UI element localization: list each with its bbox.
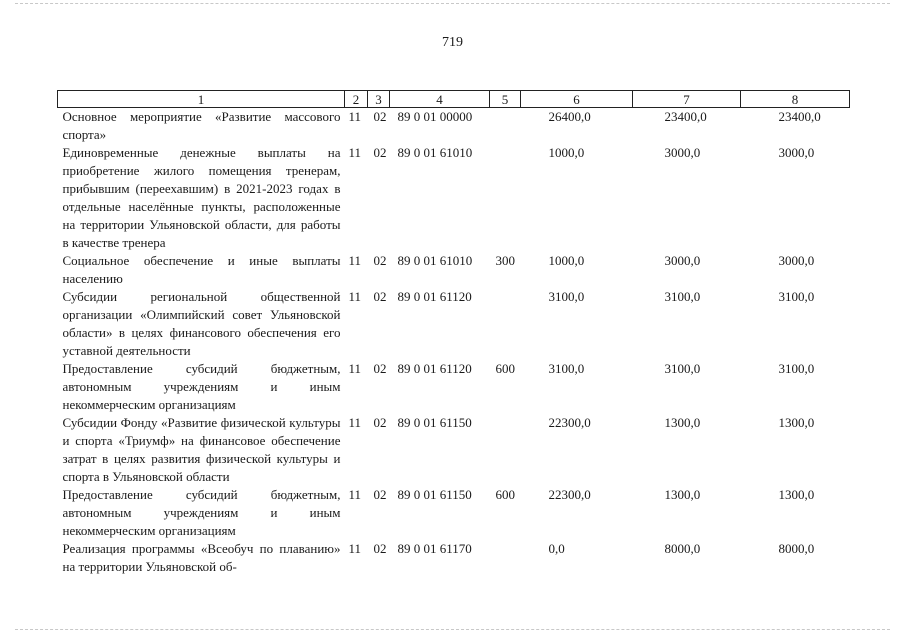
row-value-col8: 1300,0 bbox=[778, 487, 815, 502]
header-col-5: 5 bbox=[490, 91, 521, 108]
row-subsection: 02 bbox=[373, 253, 387, 268]
row-subsection: 02 bbox=[373, 289, 387, 304]
table-row bbox=[58, 486, 850, 540]
table-row bbox=[58, 360, 850, 414]
row-value-col8: 1300,0 bbox=[778, 415, 815, 430]
row-subsection: 02 bbox=[373, 541, 387, 556]
row-name: Основное мероприятие «Развитие массового спорта» bbox=[62, 109, 341, 142]
row-name: Единовременные денежные выплаты на приобретение жилого помещения тренерам, прибывшим (переехавшим) в 2021-2023 годах в отдельные населённые пункты, расположенные на территории Ульяновской области, для работы в качестве тренера bbox=[62, 145, 341, 250]
row-value-col7: 3000,0 bbox=[664, 253, 701, 268]
row-subsection: 02 bbox=[373, 109, 387, 124]
row-expense-type bbox=[490, 414, 521, 486]
row-name: Субсидии региональной общественной организации «Олимпийский совет Ульяновской области» в целях финансового обеспечения его уставной деятельности bbox=[62, 289, 341, 358]
header-col-3: 3 bbox=[368, 91, 390, 108]
row-section: 11 bbox=[348, 109, 362, 124]
header-col-4: 4 bbox=[390, 91, 490, 108]
row-value-col8: 3000,0 bbox=[778, 145, 815, 160]
row-expense-type bbox=[490, 288, 521, 360]
scan-edge-bottom bbox=[15, 629, 890, 630]
row-value-col7: 3100,0 bbox=[664, 289, 701, 304]
row-value-col6: 0,0 bbox=[548, 541, 565, 556]
row-target-code: 89 0 01 61010 bbox=[397, 253, 473, 268]
table-header-row bbox=[58, 91, 850, 108]
row-value-col6: 3100,0 bbox=[548, 289, 585, 304]
row-target-code: 89 0 01 00000 bbox=[397, 109, 473, 124]
row-value-col6: 22300,0 bbox=[548, 415, 591, 430]
header-col-8: 8 bbox=[741, 91, 850, 108]
row-value-col7: 1300,0 bbox=[664, 487, 701, 502]
table-row bbox=[58, 414, 850, 486]
row-expense-type: 600 bbox=[495, 487, 515, 502]
table-row bbox=[58, 108, 850, 145]
row-section: 11 bbox=[348, 289, 362, 304]
table-row bbox=[58, 252, 850, 288]
row-expense-type: 600 bbox=[495, 361, 515, 376]
row-expense-type bbox=[490, 540, 521, 576]
row-name: Предоставление субсидий бюджетным, автономным учреждениям и иным некоммерческим организациям bbox=[62, 487, 341, 538]
row-value-col6: 3100,0 bbox=[548, 361, 585, 376]
row-value-col7: 1300,0 bbox=[664, 415, 701, 430]
header-col-7: 7 bbox=[633, 91, 741, 108]
row-value-col8: 3100,0 bbox=[778, 361, 815, 376]
header-col-6: 6 bbox=[521, 91, 633, 108]
row-value-col8: 3100,0 bbox=[778, 289, 815, 304]
row-name: Субсидии Фонду «Развитие физической культуры и спорта «Триумф» на финансовое обеспечение затрат в целях развития физической культуры и спорта в Ульяновской области bbox=[62, 415, 341, 484]
row-target-code: 89 0 01 61150 bbox=[397, 487, 472, 502]
row-target-code: 89 0 01 61120 bbox=[397, 361, 472, 376]
page-number: 719 bbox=[442, 35, 463, 50]
row-expense-type bbox=[490, 108, 521, 145]
table-row bbox=[58, 144, 850, 252]
row-value-col7: 23400,0 bbox=[664, 109, 707, 124]
row-value-col8: 23400,0 bbox=[778, 109, 821, 124]
table-row bbox=[58, 288, 850, 360]
row-subsection: 02 bbox=[373, 361, 387, 376]
row-subsection: 02 bbox=[373, 415, 387, 430]
row-expense-type: 300 bbox=[495, 253, 515, 268]
row-name: Социальное обеспечение и иные выплаты населению bbox=[62, 253, 341, 286]
row-value-col8: 8000,0 bbox=[778, 541, 815, 556]
row-name: Реализация программы «Всеобуч по плаванию» на территории Ульяновской об- bbox=[62, 541, 341, 574]
row-value-col7: 3000,0 bbox=[664, 145, 701, 160]
row-value-col7: 3100,0 bbox=[664, 361, 701, 376]
scan-edge-top bbox=[15, 3, 890, 4]
row-target-code: 89 0 01 61150 bbox=[397, 415, 472, 430]
row-value-col8: 3000,0 bbox=[778, 253, 815, 268]
row-section: 11 bbox=[348, 145, 362, 160]
row-name: Предоставление субсидий бюджетным, автономным учреждениям и иным некоммерческим организациям bbox=[62, 361, 341, 412]
row-value-col6: 26400,0 bbox=[548, 109, 591, 124]
row-expense-type bbox=[490, 144, 521, 252]
row-value-col6: 1000,0 bbox=[548, 253, 585, 268]
row-value-col7: 8000,0 bbox=[664, 541, 701, 556]
row-target-code: 89 0 01 61170 bbox=[397, 541, 472, 556]
row-section: 11 bbox=[348, 415, 362, 430]
header-col-1: 1 bbox=[58, 91, 345, 108]
budget-table bbox=[57, 90, 850, 576]
header-col-2: 2 bbox=[345, 91, 368, 108]
row-target-code: 89 0 01 61010 bbox=[397, 145, 473, 160]
row-section: 11 bbox=[348, 253, 362, 268]
row-value-col6: 1000,0 bbox=[548, 145, 585, 160]
row-section: 11 bbox=[348, 361, 362, 376]
row-value-col6: 22300,0 bbox=[548, 487, 591, 502]
row-subsection: 02 bbox=[373, 145, 387, 160]
table-row bbox=[58, 540, 850, 576]
row-section: 11 bbox=[348, 487, 362, 502]
row-target-code: 89 0 01 61120 bbox=[397, 289, 472, 304]
row-subsection: 02 bbox=[373, 487, 387, 502]
row-section: 11 bbox=[348, 541, 362, 556]
